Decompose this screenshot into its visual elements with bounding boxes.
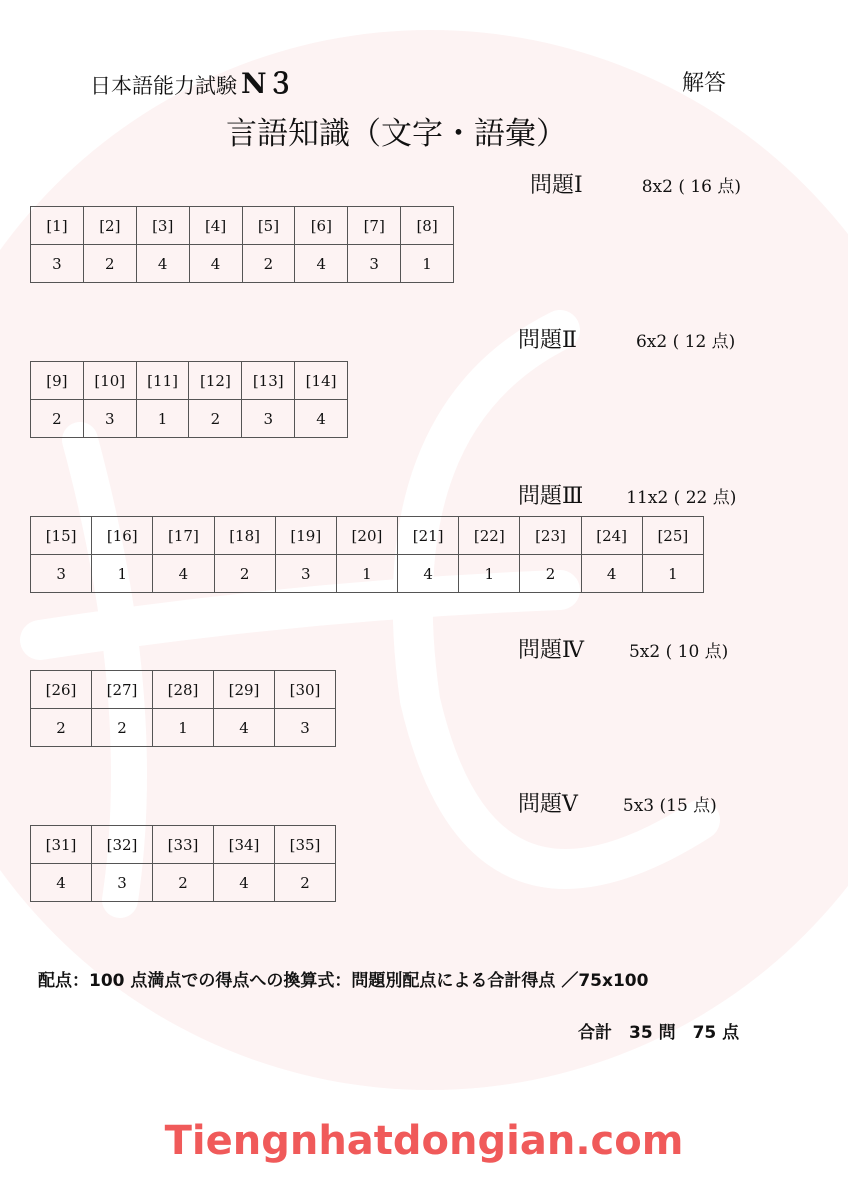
question-number: [1]: [31, 207, 84, 245]
answer-cell: 2: [275, 864, 336, 902]
question-number-row: [31, 517, 704, 555]
question-number-row: [31, 671, 336, 709]
problem-5-table: [30, 825, 336, 902]
problem-3-points: 11x2 ( 22 点): [626, 488, 737, 508]
question-number: [30]: [275, 671, 336, 709]
answer-cell: 4: [295, 245, 348, 283]
answer-cell: 1: [401, 245, 454, 283]
answer-row: [31, 709, 336, 747]
answer-cell: 3: [31, 555, 92, 593]
answer-cell: 3: [92, 864, 153, 902]
problem-5-label: 問題Ⅴ: [518, 792, 578, 817]
answer-cell: 3: [275, 709, 336, 747]
answer-row: [31, 555, 704, 593]
exam-name: 日本語能力試験: [90, 74, 237, 98]
question-number: [25]: [642, 517, 703, 555]
answer-cell: 2: [83, 245, 136, 283]
problem-3-table: [30, 516, 704, 593]
question-number: [28]: [153, 671, 214, 709]
question-number: [19]: [275, 517, 336, 555]
question-number: [10]: [83, 362, 136, 400]
question-number-row: [31, 207, 454, 245]
exam-title: [90, 62, 295, 102]
question-number: [24]: [581, 517, 642, 555]
answer-cell: 2: [31, 709, 92, 747]
question-number: [13]: [242, 362, 295, 400]
question-number: [2]: [83, 207, 136, 245]
answer-cell: 1: [153, 709, 214, 747]
question-number: [18]: [214, 517, 275, 555]
question-number: [16]: [92, 517, 153, 555]
question-number: [22]: [459, 517, 520, 555]
answer-cell: 1: [459, 555, 520, 593]
answer-cell: 4: [136, 245, 189, 283]
question-number: [31]: [31, 826, 92, 864]
answer-cell: 1: [336, 555, 397, 593]
question-number: [21]: [398, 517, 459, 555]
answer-cell: 3: [348, 245, 401, 283]
question-number: [27]: [92, 671, 153, 709]
answer-cell: 4: [581, 555, 642, 593]
question-number: [14]: [295, 362, 348, 400]
question-number: [20]: [336, 517, 397, 555]
answer-cell: 4: [398, 555, 459, 593]
section-title: 言語知識（文字・語彙）: [226, 116, 567, 152]
total-summary: 合計 35 問 75 点: [578, 1023, 740, 1043]
problem-4-label: 問題Ⅳ: [518, 638, 584, 663]
question-number: [4]: [189, 207, 242, 245]
answer-cell: 2: [520, 555, 581, 593]
problem-5-points: 5x3 (15 点): [622, 796, 717, 816]
problem-1-heading: [530, 168, 741, 199]
question-number: [34]: [214, 826, 275, 864]
question-number: [5]: [242, 207, 295, 245]
question-number: [35]: [275, 826, 336, 864]
problem-1-table: [30, 206, 454, 283]
answer-cell: 2: [242, 245, 295, 283]
answer-cell: 2: [189, 400, 242, 438]
problem-2-heading: [518, 323, 735, 354]
question-number: [12]: [189, 362, 242, 400]
question-number: [6]: [295, 207, 348, 245]
question-number: [17]: [153, 517, 214, 555]
problem-3-heading: [518, 479, 736, 510]
answer-cell: 4: [189, 245, 242, 283]
exam-level: N３: [241, 67, 295, 100]
problem-4-heading: [518, 633, 728, 664]
answer-cell: 1: [136, 400, 189, 438]
answer-cell: 4: [153, 555, 214, 593]
problem-2-table: [30, 361, 348, 438]
answer-cell: 1: [92, 555, 153, 593]
question-number: [7]: [348, 207, 401, 245]
answer-cell: 2: [31, 400, 84, 438]
answer-row: [31, 864, 336, 902]
answer-row: [31, 245, 454, 283]
question-number-row: [31, 826, 336, 864]
question-number: [15]: [31, 517, 92, 555]
question-number: [23]: [520, 517, 581, 555]
question-number: [33]: [153, 826, 214, 864]
answer-cell: 4: [214, 864, 275, 902]
answer-cell: 1: [642, 555, 703, 593]
problem-4-table: [30, 670, 336, 747]
question-number: [11]: [136, 362, 189, 400]
answer-cell: 2: [153, 864, 214, 902]
problem-2-label: 問題Ⅱ: [518, 328, 577, 353]
answer-cell: 3: [31, 245, 84, 283]
problem-5-heading: [518, 787, 717, 818]
problem-1-points: 8x2 ( 16 点): [641, 177, 742, 197]
question-number: [26]: [31, 671, 92, 709]
answer-cell: 3: [83, 400, 136, 438]
answer-cell: 4: [31, 864, 92, 902]
answer-cell: 4: [214, 709, 275, 747]
answer-cell: 3: [275, 555, 336, 593]
question-number: [8]: [401, 207, 454, 245]
scoring-formula: 配点：100 点満点での得点への換算式：問題別配点による合計得点 ／75x100: [38, 971, 649, 991]
problem-1-label: 問題Ⅰ: [530, 173, 583, 198]
answer-label: 解答: [682, 71, 727, 96]
question-number: [32]: [92, 826, 153, 864]
website-watermark: Tiengnhatdongian.com: [164, 1118, 684, 1164]
problem-3-label: 問題Ⅲ: [518, 484, 584, 509]
question-number-row: [31, 362, 348, 400]
problem-2-points: 6x2 ( 12 点): [635, 332, 736, 352]
question-number: [9]: [31, 362, 84, 400]
answer-cell: 2: [92, 709, 153, 747]
question-number: [29]: [214, 671, 275, 709]
answer-cell: 3: [242, 400, 295, 438]
question-number: [3]: [136, 207, 189, 245]
answer-cell: 4: [295, 400, 348, 438]
answer-cell: 2: [214, 555, 275, 593]
problem-4-points: 5x2 ( 10 点): [628, 642, 729, 662]
answer-row: [31, 400, 348, 438]
